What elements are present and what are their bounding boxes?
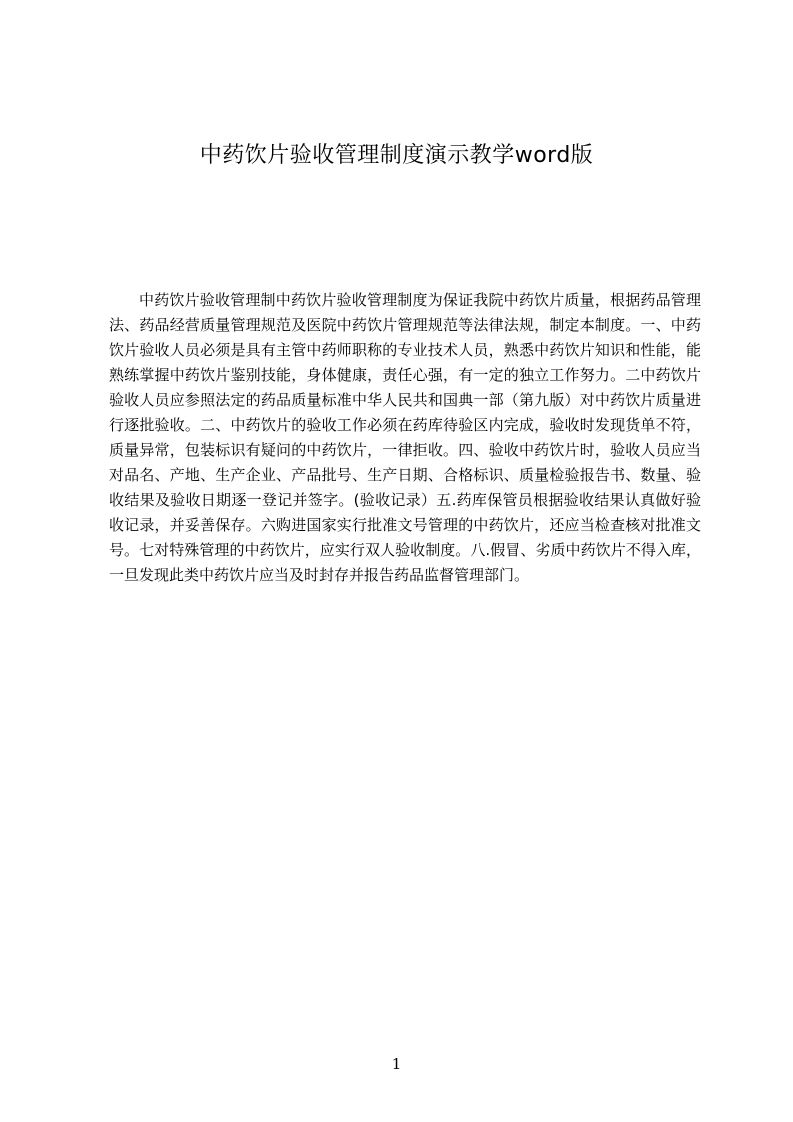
document-body: 中药饮片验收管理制中药饮片验收管理制度为保证我院中药饮片质量，根据药品管理法、药品经营质量管理规范及医院中药饮片管理规范等法律法规，制定本制度。一、中药饮片验收人员必须是具有主管中药师职称的专业技术人员，熟悉中药饮片知识和性能，能熟练掌握中药饮片鉴别技能，身体健康，责任心强，有一定的独立工作努力。二中药饮片验收人员应参照法定的药品质量标准中华人民共和国典一部（第九版）对中药饮片质量进行逐批验收。二、中药饮片的验收工作必须在药库待验区内完成，验收时发现货单不符，质量异常，包装标识有疑问的中药饮片，一律拒收。四、验收中药饮片时，验收人员应当对品名、产地、生产企业、产品批号、生产日期、合格标识、质量检验报告书、数量、验收结果及验收日期逐一登记并签字。(验收记录）五.药库保管员根据验收结果认真做好验收记录，并妥善保存。六购进国家实行批准文号管理的中药饮片，还应当检查核对批准文号。七对特殊管理的中药饮片，应实行双人验收制度。八.假冒、劣质中药饮片不得入库，一旦发现此类中药饮片应当及时封存并报告药品监督管理部门。 bbox=[109, 291, 701, 584]
document-title: 中药饮片验收管理制度演示教学word版 bbox=[199, 143, 594, 168]
page-number: 1 bbox=[391, 1055, 402, 1073]
